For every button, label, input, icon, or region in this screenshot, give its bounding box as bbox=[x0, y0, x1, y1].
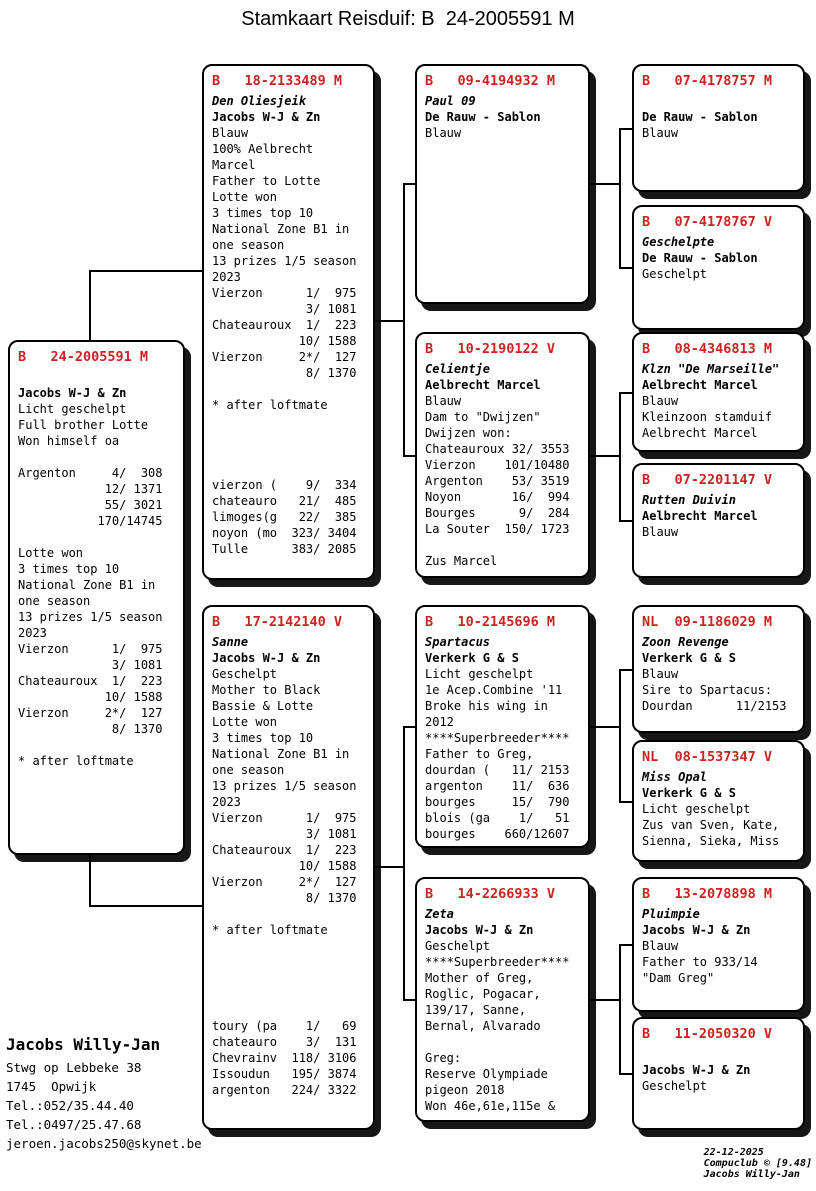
box-text-line bbox=[425, 537, 580, 553]
box-text-line: Verkerk G & S bbox=[642, 786, 736, 800]
box-text-line: Broke his wing in bbox=[425, 699, 548, 713]
connector-line bbox=[403, 183, 405, 457]
box-text-line: Geschelpt bbox=[642, 1079, 708, 1093]
box-text-line: Vierzon 2*/ 127 bbox=[18, 706, 163, 720]
box-text-line: 10/ 1588 bbox=[212, 859, 357, 873]
connector-line bbox=[619, 128, 621, 269]
box-text-line: bourges 15/ 790 bbox=[425, 795, 570, 809]
box-text-line: limoges(g 22/ 385 bbox=[212, 510, 357, 524]
box-text-line: Verkerk G & S bbox=[425, 651, 519, 665]
box-text-line: 2023 bbox=[212, 270, 241, 284]
connector-line bbox=[375, 866, 405, 868]
box-text-line: chateauro 3/ 131 bbox=[212, 1035, 357, 1049]
box-lines bbox=[425, 361, 580, 569]
pedigree-box-granddam-maternal bbox=[415, 877, 590, 1122]
box-text-line: Vierzon 2*/ 127 bbox=[212, 350, 357, 364]
box-text-line: Zus Marcel bbox=[425, 554, 498, 568]
box-text-line: 12/ 1371 bbox=[18, 482, 163, 496]
box-text-line: Chevrainv 118/ 3106 bbox=[212, 1051, 357, 1065]
connector-line bbox=[619, 669, 621, 803]
box-text-line: Blauw bbox=[425, 394, 462, 408]
box-text-line: 10/ 1588 bbox=[18, 690, 163, 704]
box-text-line bbox=[18, 737, 175, 753]
box-text-line: Lotte won bbox=[212, 715, 278, 729]
owner-address-line: 1745 Opwijk bbox=[6, 1079, 97, 1094]
owner-phone: Tel.:052/35.44.40 bbox=[6, 1098, 134, 1113]
box-text-line bbox=[212, 413, 365, 429]
box-text-line: 3/ 1081 bbox=[212, 827, 357, 841]
box-text-line: Dourdan 11/2153 bbox=[642, 699, 787, 713]
box-text-line: Pluimpie bbox=[642, 907, 700, 921]
box-text-line: Vierzon 101/10480 bbox=[425, 458, 570, 472]
owner-email: jeroen.jacobs250@skynet.be bbox=[6, 1136, 202, 1151]
ring-number: B 18-2133489 M bbox=[212, 73, 343, 89]
box-text-line: 1e Acep.Combine '11 bbox=[425, 683, 563, 697]
box-text-line bbox=[212, 381, 365, 397]
ring-number: B 14-2266933 V bbox=[425, 886, 556, 902]
box-text-line: Marcel bbox=[212, 158, 256, 172]
box-text-line: 3/ 1081 bbox=[212, 302, 357, 316]
box-text-line: Noyon 16/ 994 bbox=[425, 490, 570, 504]
connector-line bbox=[619, 669, 632, 671]
box-text-line: Blauw bbox=[642, 939, 679, 953]
box-text-line bbox=[212, 461, 365, 477]
box-text-line: 8/ 1370 bbox=[212, 366, 357, 380]
box-text-line: Licht geschelpt bbox=[425, 667, 534, 681]
box-text-line: Vierzon 2*/ 127 bbox=[212, 875, 357, 889]
pedigree-box-granddam-paternal bbox=[415, 332, 590, 578]
pedigree-box-father bbox=[202, 64, 375, 580]
box-text-line: Father to Lotte bbox=[212, 174, 321, 188]
connector-line bbox=[619, 392, 632, 394]
box-text-line bbox=[642, 1046, 795, 1062]
owner-phone: Tel.:0497/25.47.68 bbox=[6, 1117, 142, 1132]
box-text-line: Jacobs W-J & Zn bbox=[212, 110, 321, 124]
box-text-line bbox=[212, 970, 365, 986]
box-text-line: * after loftmate bbox=[212, 398, 328, 412]
ring-number: B 07-2201147 V bbox=[642, 472, 773, 488]
box-text-line: blois (ga 1/ 51 bbox=[425, 811, 570, 825]
box-lines bbox=[642, 93, 795, 141]
box-text-line: Argenton 4/ 308 bbox=[18, 466, 163, 480]
connector-line bbox=[619, 944, 621, 1075]
pedigree-box-grandsire-maternal bbox=[415, 605, 590, 848]
connector-line bbox=[403, 726, 405, 1001]
box-text-line: Blauw bbox=[642, 394, 679, 408]
box-text-line: Geschelpt bbox=[425, 939, 491, 953]
footer bbox=[666, 1136, 812, 1191]
box-text-line: Bassie & Lotte bbox=[212, 699, 314, 713]
box-text-line: 10/ 1588 bbox=[212, 334, 357, 348]
box-text-line: Reserve Olympiade bbox=[425, 1067, 548, 1081]
connector-line bbox=[89, 905, 202, 907]
box-text-line: ****Superbreeder**** bbox=[425, 731, 570, 745]
pedigree-box-great-grandparent-5 bbox=[632, 605, 805, 733]
connector-line bbox=[619, 1073, 632, 1075]
box-text-line: Jacobs W-J & Zn bbox=[18, 386, 127, 400]
box-text-line: National Zone B1 in bbox=[18, 578, 156, 592]
box-text-line bbox=[212, 938, 365, 954]
box-text-line: Mother of Greg, bbox=[425, 971, 534, 985]
box-text-line: Geschelpt bbox=[212, 667, 278, 681]
box-text-line: Lotte won bbox=[212, 190, 278, 204]
box-text-line bbox=[18, 369, 175, 385]
ring-number: B 10-2190122 V bbox=[425, 341, 556, 357]
box-text-line bbox=[18, 449, 175, 465]
box-text-line: argenton 224/ 3322 bbox=[212, 1083, 357, 1097]
box-text-line: Zus van Sven, Kate, bbox=[642, 818, 780, 832]
box-text-line: Sanne bbox=[212, 635, 249, 649]
box-text-line: 2023 bbox=[212, 795, 241, 809]
connector-line bbox=[590, 726, 621, 728]
box-lines bbox=[642, 769, 795, 849]
box-text-line: Chateauroux 1/ 223 bbox=[18, 674, 163, 688]
box-text-line: 139/17, Sanne, bbox=[425, 1003, 527, 1017]
connector-line bbox=[89, 270, 202, 272]
box-text-line: 8/ 1370 bbox=[18, 722, 163, 736]
ring-number: B 13-2078898 M bbox=[642, 886, 773, 902]
pedigree-box-great-grandparent-1 bbox=[632, 64, 805, 192]
box-text-line: ****Superbreeder**** bbox=[425, 955, 570, 969]
box-text-line: Blauw bbox=[642, 525, 679, 539]
box-text-line: Sienna, Sieka, Miss bbox=[642, 834, 780, 848]
box-lines bbox=[18, 369, 175, 769]
box-text-line: 100% Aelbrecht bbox=[212, 142, 314, 156]
box-text-line: Blauw bbox=[425, 126, 462, 140]
box-text-line: 2023 bbox=[18, 626, 47, 640]
box-text-line: Rutten Duivin bbox=[642, 493, 736, 507]
box-text-line: Blauw bbox=[642, 126, 679, 140]
connector-line bbox=[403, 455, 415, 457]
box-lines bbox=[642, 492, 795, 540]
connector-line bbox=[619, 128, 632, 130]
connector-line bbox=[590, 999, 621, 1001]
box-lines bbox=[642, 361, 795, 441]
ring-number: B 07-4178757 M bbox=[642, 73, 773, 89]
box-text-line: Celientje bbox=[425, 362, 491, 376]
box-text-line: Father to 933/14 bbox=[642, 955, 758, 969]
box-text-line: Zoon Revenge bbox=[642, 635, 729, 649]
connector-line bbox=[590, 455, 621, 457]
connector-line bbox=[403, 999, 415, 1001]
box-text-line: Issoudun 195/ 3874 bbox=[212, 1067, 357, 1081]
connector-line bbox=[403, 183, 415, 185]
box-text-line: Dwijzen won: bbox=[425, 426, 512, 440]
box-text-line: Jacobs W-J & Zn bbox=[212, 651, 321, 665]
box-text-line: Verkerk G & S bbox=[642, 651, 736, 665]
box-text-line: De Rauw - Sablon bbox=[425, 110, 541, 124]
box-lines bbox=[425, 93, 580, 141]
connector-line bbox=[619, 392, 621, 522]
pedigree-box-grandsire-paternal bbox=[415, 64, 590, 304]
box-text-line: De Rauw - Sablon bbox=[642, 110, 758, 124]
pedigree-box-great-grandparent-3 bbox=[632, 332, 805, 452]
box-text-line: 3 times top 10 bbox=[212, 206, 314, 220]
box-text-line bbox=[642, 93, 795, 109]
ring-number: B 07-4178767 V bbox=[642, 214, 773, 230]
box-text-line bbox=[212, 429, 365, 445]
ring-number: NL 08-1537347 V bbox=[642, 749, 773, 765]
box-lines bbox=[425, 634, 580, 842]
box-text-line: Aelbrecht Marcel bbox=[642, 509, 758, 523]
box-text-line: Geschelpte bbox=[642, 235, 715, 249]
box-text-line: Sire to Spartacus: bbox=[642, 683, 773, 697]
box-text-line: 13 prizes 1/5 season bbox=[212, 254, 357, 268]
box-text-line: La Souter 150/ 1723 bbox=[425, 522, 570, 536]
ring-number: B 09-4194932 M bbox=[425, 73, 556, 89]
box-text-line: Geschelpt bbox=[642, 267, 708, 281]
box-text-line: Won himself oa bbox=[18, 434, 120, 448]
ring-number: B 08-4346813 M bbox=[642, 341, 773, 357]
box-text-line: Lotte won bbox=[18, 546, 84, 560]
box-text-line: Vierzon 1/ 975 bbox=[212, 286, 357, 300]
ring-number: B 11-2050320 V bbox=[642, 1026, 773, 1042]
box-text-line: bourges 660/12607 bbox=[425, 827, 570, 841]
box-text-line: Klzn "De Marseille" bbox=[642, 362, 780, 376]
box-text-line: 8/ 1370 bbox=[212, 891, 357, 905]
connector-line bbox=[619, 267, 632, 269]
box-text-line: Chateauroux 1/ 223 bbox=[212, 318, 357, 332]
box-text-line bbox=[425, 1034, 580, 1050]
box-text-line: Chateauroux 1/ 223 bbox=[212, 843, 357, 857]
box-text-line: Blauw bbox=[642, 667, 679, 681]
box-lines bbox=[642, 234, 795, 282]
box-text-line: 13 prizes 1/5 season bbox=[18, 610, 163, 624]
box-text-line: Full brother Lotte bbox=[18, 418, 149, 432]
box-text-line: Miss Opal bbox=[642, 770, 708, 784]
box-text-line: Aelbrecht Marcel bbox=[642, 378, 758, 392]
box-text-line: one season bbox=[18, 594, 91, 608]
box-text-line: Blauw bbox=[212, 126, 249, 140]
connector-line bbox=[403, 726, 415, 728]
owner-name: Jacobs Willy-Jan bbox=[6, 1035, 161, 1054]
box-lines bbox=[212, 93, 365, 557]
box-text-line: Dam to "Dwijzen" bbox=[425, 410, 541, 424]
box-text-line: Greg: bbox=[425, 1051, 462, 1065]
ring-number: NL 09-1186029 M bbox=[642, 614, 773, 630]
box-text-line: "Dam Greg" bbox=[642, 971, 715, 985]
pedigree-box-great-grandparent-6 bbox=[632, 740, 805, 862]
footer-program: Compuclub © [9.48] bbox=[703, 1158, 812, 1169]
box-text-line: 55/ 3021 bbox=[18, 498, 163, 512]
connector-line bbox=[89, 270, 91, 342]
box-text-line: argenton 11/ 636 bbox=[425, 779, 570, 793]
box-text-line: Jacobs W-J & Zn bbox=[642, 923, 751, 937]
box-text-line: Jacobs W-J & Zn bbox=[642, 1063, 751, 1077]
box-text-line: Vierzon 1/ 975 bbox=[212, 811, 357, 825]
box-text-line: pigeon 2018 bbox=[425, 1083, 505, 1097]
ring-number: B 17-2142140 V bbox=[212, 614, 343, 630]
box-text-line: Jacobs W-J & Zn bbox=[425, 923, 534, 937]
box-text-line bbox=[212, 986, 365, 1002]
box-text-line: 170/14745 bbox=[18, 514, 163, 528]
box-text-line: National Zone B1 in bbox=[212, 747, 350, 761]
box-text-line: Kleinzoon stamduif bbox=[642, 410, 773, 424]
box-text-line: 3 times top 10 bbox=[18, 562, 120, 576]
box-text-line bbox=[18, 529, 175, 545]
connector-line bbox=[375, 320, 405, 322]
box-text-line: Bernal, Alvarado bbox=[425, 1019, 541, 1033]
box-text-line: National Zone B1 in bbox=[212, 222, 350, 236]
pedigree-box-great-grandparent-8 bbox=[632, 1017, 805, 1130]
box-text-line bbox=[212, 954, 365, 970]
box-text-line: Argenton 53/ 3519 bbox=[425, 474, 570, 488]
pedigree-box-mother bbox=[202, 605, 375, 1130]
footer-owner: Jacobs Willy-Jan bbox=[703, 1169, 800, 1180]
pedigree-box-subject bbox=[8, 340, 185, 855]
box-text-line bbox=[212, 906, 365, 922]
box-text-line: Licht geschelpt bbox=[18, 402, 127, 416]
owner-address-line: Stwg op Lebbeke 38 bbox=[6, 1060, 142, 1075]
box-text-line: Licht geschelpt bbox=[642, 802, 751, 816]
connector-line bbox=[89, 853, 91, 907]
box-text-line: Roglic, Pogacar, bbox=[425, 987, 541, 1001]
owner-block bbox=[6, 1032, 202, 1153]
box-text-line: * after loftmate bbox=[212, 923, 328, 937]
box-text-line: 3/ 1081 bbox=[18, 658, 163, 672]
box-text-line: Tulle 383/ 2085 bbox=[212, 542, 357, 556]
box-text-line: Aelbrecht Marcel bbox=[642, 426, 758, 440]
box-text-line: Won 46e,61e,115e & bbox=[425, 1099, 556, 1113]
box-text-line: Den Oliesjeik bbox=[212, 94, 306, 108]
footer-date: 22-12-2025 bbox=[703, 1147, 764, 1158]
box-text-line: Bourges 9/ 284 bbox=[425, 506, 570, 520]
box-text-line: chateauro 21/ 485 bbox=[212, 494, 357, 508]
box-text-line: noyon (mo 323/ 3404 bbox=[212, 526, 357, 540]
connector-line bbox=[619, 520, 632, 522]
box-text-line: Vierzon 1/ 975 bbox=[18, 642, 163, 656]
pedigree-box-great-grandparent-7 bbox=[632, 877, 805, 1012]
box-text-line: dourdan ( 11/ 2153 bbox=[425, 763, 570, 777]
box-text-line: 3 times top 10 bbox=[212, 731, 314, 745]
connector-line bbox=[619, 801, 632, 803]
pedigree-box-great-grandparent-2 bbox=[632, 205, 805, 330]
box-text-line: Chateauroux 32/ 3553 bbox=[425, 442, 570, 456]
page-title: Stamkaart Reisduif: B 24-2005591 M bbox=[241, 8, 575, 30]
box-text-line: one season bbox=[212, 238, 285, 252]
connector-line bbox=[619, 944, 632, 946]
box-text-line: one season bbox=[212, 763, 285, 777]
box-lines bbox=[642, 1046, 795, 1094]
box-text-line: Paul 09 bbox=[425, 94, 476, 108]
box-text-line: * after loftmate bbox=[18, 754, 134, 768]
box-lines bbox=[642, 906, 795, 986]
box-text-line: 2012 bbox=[425, 715, 454, 729]
box-text-line bbox=[212, 1002, 365, 1018]
box-text-line: Zeta bbox=[425, 907, 454, 921]
box-text-line: De Rauw - Sablon bbox=[642, 251, 758, 265]
box-text-line: vierzon ( 9/ 334 bbox=[212, 478, 357, 492]
connector-line bbox=[590, 183, 621, 185]
box-lines bbox=[425, 906, 580, 1114]
box-text-line: Mother to Black bbox=[212, 683, 321, 697]
box-text-line: toury (pa 1/ 69 bbox=[212, 1019, 357, 1033]
ring-number: B 24-2005591 M bbox=[18, 349, 149, 365]
box-text-line: 13 prizes 1/5 season bbox=[212, 779, 357, 793]
box-text-line: Aelbrecht Marcel bbox=[425, 378, 541, 392]
box-lines bbox=[642, 634, 795, 714]
box-text-line bbox=[212, 445, 365, 461]
box-text-line: Father to Greg, bbox=[425, 747, 534, 761]
ring-number: B 10-2145696 M bbox=[425, 614, 556, 630]
pedigree-box-great-grandparent-4 bbox=[632, 463, 805, 578]
box-text-line: Spartacus bbox=[425, 635, 491, 649]
box-lines bbox=[212, 634, 365, 1098]
